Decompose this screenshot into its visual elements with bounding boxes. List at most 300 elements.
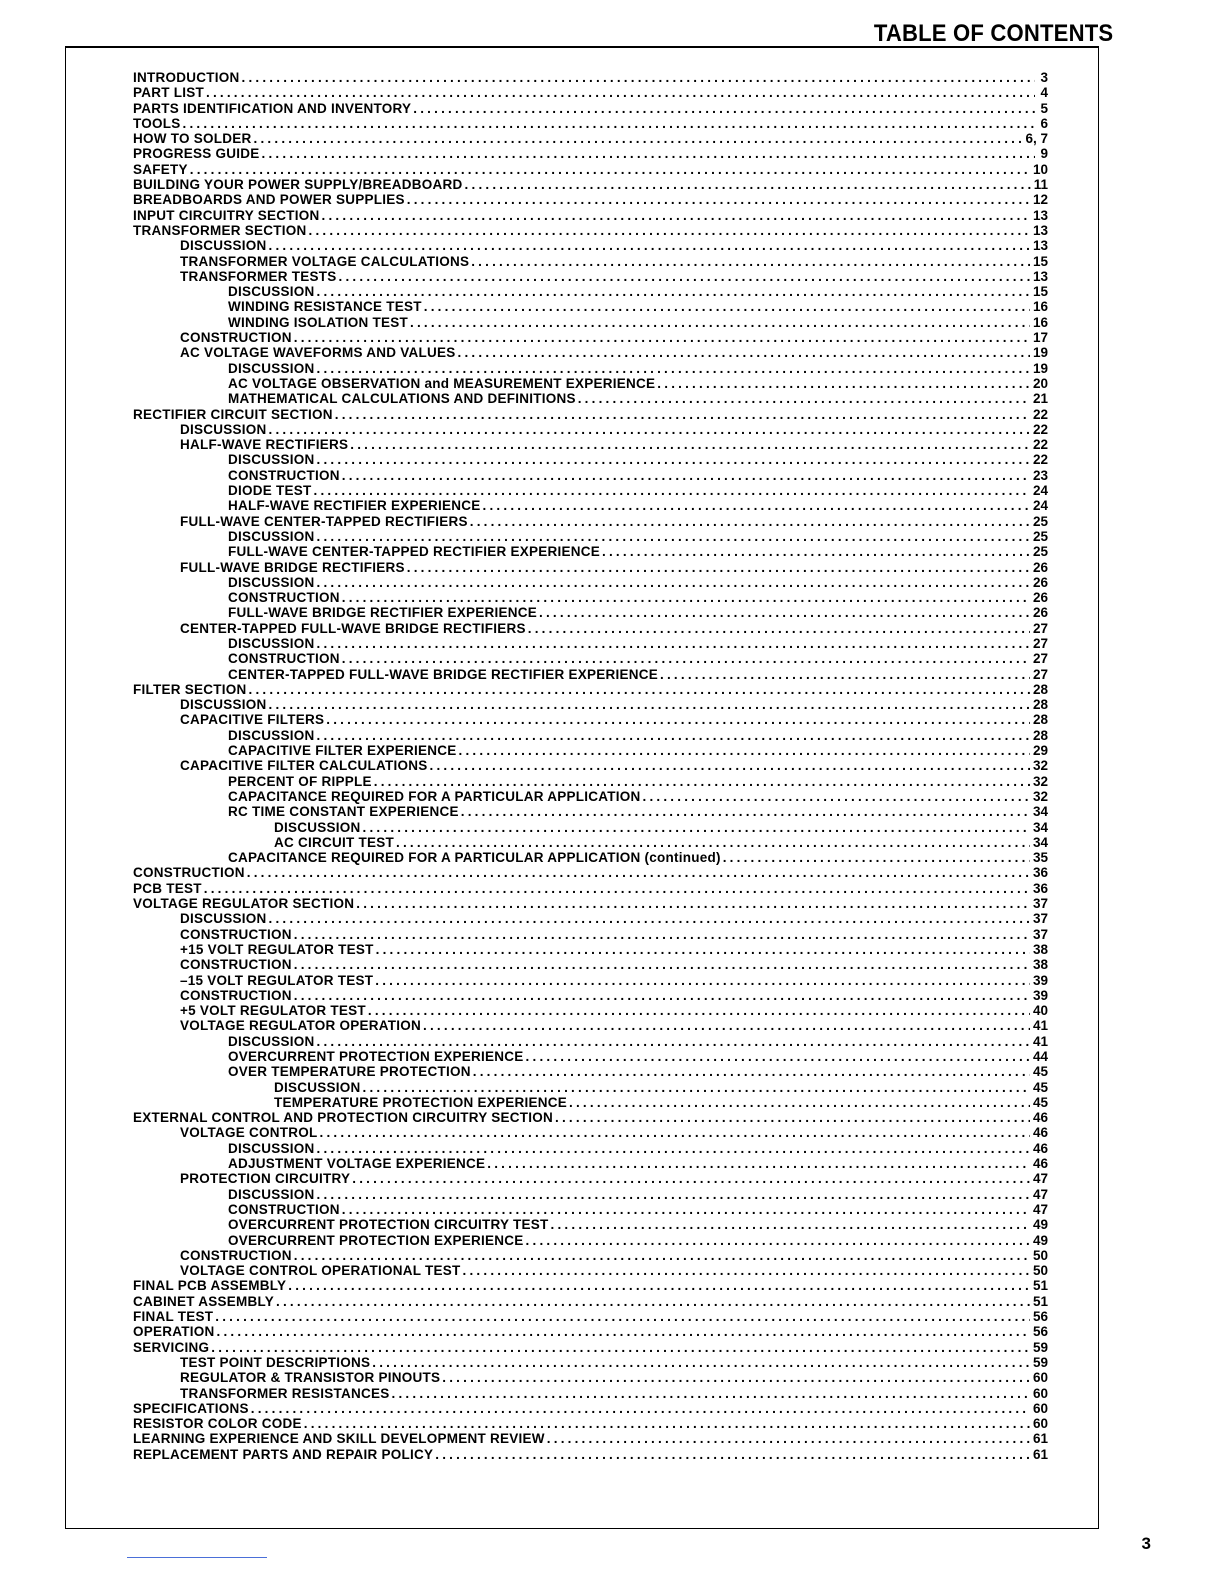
toc-entry-title: CONSTRUCTION — [228, 467, 340, 483]
toc-entry — [133, 452, 1048, 467]
toc-entry-page: 49 — [1032, 1232, 1048, 1248]
toc-entry-title: CENTER-TAPPED FULL-WAVE BRIDGE RECTIFIERS — [180, 620, 526, 636]
toc-entry-title: CONSTRUCTION — [228, 1201, 340, 1217]
toc-entry — [133, 927, 1048, 942]
toc-entry-title: PCB TEST — [133, 880, 202, 896]
toc-entry — [133, 544, 1048, 559]
toc-dot-leader — [368, 1003, 1030, 1018]
toc-entry-page: 34 — [1032, 804, 1048, 820]
toc-entry-page: 29 — [1032, 743, 1048, 759]
toc-dot-leader — [254, 131, 1023, 146]
toc-entry-title: CAPACITIVE FILTER CALCULATIONS — [180, 758, 428, 774]
toc-entry-page: 51 — [1032, 1293, 1048, 1309]
toc-entry-page: 32 — [1032, 758, 1048, 774]
toc-entry — [133, 131, 1048, 146]
toc-entry-title: PARTS IDENTIFICATION AND INVENTORY — [133, 100, 412, 116]
toc-entry-page: 11 — [1033, 177, 1048, 193]
toc-dot-leader — [473, 1064, 1030, 1079]
toc-entry — [133, 942, 1048, 957]
toc-entry — [133, 284, 1048, 299]
toc-dot-leader — [294, 1248, 1030, 1263]
toc-entry-page: 22 — [1032, 452, 1048, 468]
toc-entry-title: CONSTRUCTION — [180, 987, 292, 1003]
toc-entry-title: CONSTRUCTION — [180, 926, 292, 942]
toc-dot-leader — [335, 407, 1030, 422]
toc-dot-leader — [342, 590, 1030, 605]
toc-entry-page: 47 — [1032, 1201, 1048, 1217]
toc-entry-page: 28 — [1032, 712, 1048, 728]
toc-entry-page: 61 — [1032, 1446, 1048, 1462]
toc-entry-title: DISCUSSION — [228, 1033, 315, 1049]
toc-dot-leader — [483, 498, 1030, 513]
toc-entry — [133, 437, 1048, 452]
toc-entry-page: 9 — [1040, 146, 1048, 162]
toc-entry — [133, 345, 1048, 360]
toc-dot-leader — [430, 758, 1030, 773]
toc-entry — [133, 208, 1048, 223]
toc-dot-leader — [363, 1080, 1030, 1095]
toc-entry — [133, 1049, 1048, 1064]
toc-entry-title: RC TIME CONSTANT EXPERIENCE — [228, 804, 459, 820]
toc-entry — [133, 1125, 1048, 1140]
toc-entry-title: PERCENT OF RIPPLE — [228, 773, 372, 789]
toc-entry — [133, 1141, 1048, 1156]
toc-entry-title: WINDING ISOLATION TEST — [228, 314, 408, 330]
toc-dot-leader — [407, 560, 1030, 575]
toc-entry-page: 61 — [1032, 1431, 1048, 1447]
toc-dot-leader — [317, 1141, 1030, 1156]
toc-dot-leader — [314, 483, 1030, 498]
toc-dot-leader — [424, 299, 1030, 314]
toc-entry — [133, 177, 1048, 192]
toc-dot-leader — [376, 942, 1030, 957]
toc-dot-leader — [435, 1447, 1030, 1462]
toc-dot-leader — [539, 605, 1030, 620]
toc-entry-title: DIODE TEST — [228, 483, 312, 499]
toc-entry — [133, 529, 1048, 544]
toc-entry-page: 37 — [1032, 896, 1048, 912]
toc-dot-leader — [442, 1370, 1030, 1385]
toc-dot-leader — [251, 1401, 1030, 1416]
toc-dot-leader — [528, 621, 1030, 636]
toc-dot-leader — [317, 361, 1030, 376]
toc-entry — [133, 789, 1048, 804]
toc-entry-page: 27 — [1032, 666, 1048, 682]
toc-entry-page: 38 — [1032, 941, 1048, 957]
toc-entry — [133, 223, 1048, 238]
toc-entry — [133, 192, 1048, 207]
toc-entry — [133, 636, 1048, 651]
toc-entry-title: REPLACEMENT PARTS AND REPAIR POLICY — [133, 1446, 434, 1462]
toc-entry-title: DISCUSSION — [180, 238, 267, 254]
toc-entry — [133, 1248, 1048, 1263]
toc-entry — [133, 468, 1048, 483]
toc-entry — [133, 361, 1048, 376]
toc-entry-page: 21 — [1032, 391, 1048, 407]
toc-entry — [133, 820, 1048, 835]
toc-dot-leader — [269, 697, 1030, 712]
toc-dot-leader — [407, 192, 1030, 207]
toc-entry — [133, 101, 1048, 116]
toc-dot-leader — [660, 667, 1030, 682]
toc-entry — [133, 407, 1048, 422]
toc-entry-title: DISCUSSION — [228, 574, 315, 590]
toc-entry — [133, 575, 1048, 590]
toc-entry — [133, 865, 1048, 880]
toc-entry-page: 40 — [1032, 1003, 1048, 1019]
toc-entry-title: TRANSFORMER SECTION — [133, 222, 307, 238]
toc-dot-leader — [410, 315, 1030, 330]
toc-entry — [133, 973, 1048, 988]
toc-dot-leader — [304, 1416, 1030, 1431]
toc-entry-title: TOOLS — [133, 115, 181, 131]
toc-entry — [133, 896, 1048, 911]
toc-entry-page: 15 — [1032, 284, 1048, 300]
toc-entry-page: 51 — [1032, 1278, 1048, 1294]
toc-entry-title: DISCUSSION — [228, 635, 315, 651]
toc-entry — [133, 881, 1048, 896]
toc-entry-title: OPERATION — [133, 1324, 215, 1340]
toc-entry-page: 6 — [1040, 115, 1048, 131]
toc-entry-page: 19 — [1032, 360, 1048, 376]
toc-entry — [133, 758, 1048, 773]
toc-entry — [133, 911, 1048, 926]
toc-dot-leader — [190, 162, 1030, 177]
toc-entry-title: DISCUSSION — [180, 911, 267, 927]
toc-entry-page: 47 — [1032, 1171, 1048, 1187]
toc-entry — [133, 1401, 1048, 1416]
toc-entry — [133, 621, 1048, 636]
toc-dot-leader — [392, 1386, 1030, 1401]
toc-entry-title: OVER TEMPERATURE PROTECTION — [228, 1064, 471, 1080]
toc-entry-page: 16 — [1032, 299, 1048, 315]
toc-entry — [133, 238, 1048, 253]
page-number: 3 — [1141, 1534, 1151, 1553]
toc-entry-title: FULL-WAVE CENTER-TAPPED RECTIFIERS — [180, 513, 468, 529]
toc-entry-title: CONSTRUCTION — [228, 590, 340, 606]
toc-entry-page: 44 — [1032, 1049, 1048, 1064]
toc-entry-title: CAPACITANCE REQUIRED FOR A PARTICULAR APPLICATION (continued) — [228, 850, 721, 866]
toc-dot-leader — [363, 820, 1030, 835]
toc-entry-page: 3 — [1040, 70, 1048, 85]
toc-entry — [133, 162, 1048, 177]
toc-entry — [133, 804, 1048, 819]
toc-entry-title: PART LIST — [133, 85, 204, 101]
toc-entry — [133, 330, 1048, 345]
toc-entry — [133, 590, 1048, 605]
toc-entry-page: 15 — [1032, 253, 1048, 269]
toc-dot-leader — [461, 804, 1030, 819]
toc-dot-leader — [317, 1187, 1030, 1202]
toc-entry-page: 13 — [1032, 238, 1048, 254]
toc-dot-leader — [471, 254, 1030, 269]
toc-entry-page: 17 — [1032, 330, 1048, 346]
toc-entry-page: 37 — [1032, 926, 1048, 942]
toc-entry-title: TEMPERATURE PROTECTION EXPERIENCE — [274, 1094, 568, 1110]
toc-entry-title: DISCUSSION — [228, 360, 315, 376]
toc-entry — [133, 1263, 1048, 1278]
toc-entry-title: CONSTRUCTION — [228, 651, 340, 667]
toc-entry-page: 13 — [1032, 222, 1048, 238]
toc-entry-page: 60 — [1032, 1400, 1048, 1416]
toc-entry — [133, 1018, 1048, 1033]
toc-entry-title: HALF-WAVE RECTIFIERS — [180, 437, 349, 453]
toc-entry-title: OVERCURRENT PROTECTION EXPERIENCE — [228, 1232, 524, 1248]
toc-entry — [133, 774, 1048, 789]
toc-entry-title: DISCUSSION — [228, 528, 315, 544]
toc-entry — [133, 1416, 1048, 1431]
toc-dot-leader — [352, 1171, 1030, 1186]
toc-entry — [133, 1370, 1048, 1385]
toc-entry-title: DISCUSSION — [228, 1140, 315, 1156]
toc-entry — [133, 1034, 1048, 1049]
toc-entry — [133, 1294, 1048, 1309]
toc-dot-leader — [526, 1049, 1030, 1064]
toc-entry-page: 13 — [1032, 268, 1048, 284]
toc-entry — [133, 560, 1048, 575]
toc-entry — [133, 1355, 1048, 1370]
toc-entry-title: BREADBOARDS AND POWER SUPPLIES — [133, 192, 405, 208]
toc-entry-title: DISCUSSION — [274, 1079, 361, 1095]
toc-dot-leader — [342, 651, 1030, 666]
toc-entry-title: MATHEMATICAL CALCULATIONS AND DEFINITIONS — [228, 391, 576, 407]
toc-entry — [133, 1278, 1048, 1293]
toc-entry — [133, 376, 1048, 391]
toc-entry-title: BUILDING YOUR POWER SUPPLY/BREADBOARD — [133, 177, 463, 193]
toc-entry-title: RECTIFIER CIRCUIT SECTION — [133, 406, 333, 422]
toc-dot-leader — [465, 177, 1031, 192]
toc-entry-title: DISCUSSION — [180, 421, 267, 437]
toc-entry — [133, 1080, 1048, 1095]
toc-entry — [133, 1187, 1048, 1202]
toc-entry-page: 32 — [1032, 788, 1048, 804]
toc-entry-page: 22 — [1032, 437, 1048, 453]
toc-entry-title: DISCUSSION — [228, 452, 315, 468]
toc-dot-leader — [487, 1156, 1030, 1171]
toc-entry-page: 5 — [1040, 100, 1048, 116]
toc-entry-page: 46 — [1032, 1156, 1048, 1172]
toc-dot-leader — [375, 973, 1030, 988]
toc-dot-leader — [317, 636, 1030, 651]
toc-entry-page: 46 — [1032, 1140, 1048, 1156]
toc-dot-leader — [643, 789, 1030, 804]
toc-dot-leader — [249, 682, 1030, 697]
toc-entry-page: 41 — [1032, 1033, 1048, 1049]
toc-entry — [133, 651, 1048, 666]
toc-entry-page: 45 — [1032, 1079, 1048, 1095]
toc-entry-title: DISCUSSION — [228, 727, 315, 743]
toc-dot-leader — [206, 85, 1035, 100]
toc-dot-leader — [578, 391, 1030, 406]
toc-entry — [133, 712, 1048, 727]
toc-entry — [133, 315, 1048, 330]
toc-dot-leader — [247, 865, 1030, 880]
toc-entry — [133, 743, 1048, 758]
toc-entry-title: HOW TO SOLDER — [133, 131, 252, 147]
toc-dot-leader — [276, 1294, 1030, 1309]
toc-entry — [133, 1110, 1048, 1125]
toc-entry-page: 23 — [1032, 467, 1048, 483]
toc-entry-title: CONSTRUCTION — [180, 957, 292, 973]
toc-dot-leader — [470, 514, 1030, 529]
toc-entry — [133, 116, 1048, 131]
toc-entry-title: CONSTRUCTION — [180, 1247, 292, 1263]
toc-dot-leader — [211, 1340, 1030, 1355]
toc-entry-page: 4 — [1040, 85, 1048, 101]
toc-dot-leader — [317, 529, 1030, 544]
toc-entry-title: PROGRESS GUIDE — [133, 146, 260, 162]
toc-entry — [133, 1447, 1048, 1462]
toc-entry — [133, 1003, 1048, 1018]
toc-entry-page: 46 — [1032, 1110, 1048, 1126]
toc-entry-page: 38 — [1032, 957, 1048, 973]
toc-dot-leader — [215, 1309, 1030, 1324]
toc-dot-leader — [374, 774, 1030, 789]
toc-entry-title: CENTER-TAPPED FULL-WAVE BRIDGE RECTIFIER EXPERIENCE — [228, 666, 659, 682]
toc-dot-leader — [269, 911, 1030, 926]
toc-entry — [133, 254, 1048, 269]
toc-entry-title: AC VOLTAGE OBSERVATION and MEASUREMENT EXPERIENCE — [228, 375, 656, 391]
toc-entry — [133, 1064, 1048, 1079]
toc-entry-page: 20 — [1032, 375, 1048, 391]
toc-entry — [133, 498, 1048, 513]
toc-entry-page: 46 — [1032, 1125, 1048, 1141]
toc-entry — [133, 957, 1048, 972]
toc-entry-page: 35 — [1032, 850, 1048, 866]
toc-entry-page: 25 — [1032, 544, 1048, 560]
toc-entry-page: 26 — [1032, 605, 1048, 621]
toc-dot-leader — [317, 452, 1030, 467]
toc-entry — [133, 1431, 1048, 1446]
toc-entry — [133, 483, 1048, 498]
toc-entry — [133, 1340, 1048, 1355]
toc-entry-page: 24 — [1032, 498, 1048, 514]
toc-entry-title: –15 VOLT REGULATOR TEST — [180, 972, 374, 988]
toc-entry-page: 56 — [1032, 1309, 1048, 1325]
toc-entry — [133, 1324, 1048, 1339]
toc-entry-title: INTRODUCTION — [133, 70, 240, 85]
toc-entry — [133, 1156, 1048, 1171]
toc-entry — [133, 422, 1048, 437]
toc-entry-page: 12 — [1032, 192, 1048, 208]
toc-entry-page: 50 — [1032, 1247, 1048, 1263]
toc-dot-leader — [372, 1355, 1030, 1370]
toc-dot-leader — [317, 728, 1030, 743]
toc-entry-page: 26 — [1032, 590, 1048, 606]
toc-dot-leader — [262, 146, 1035, 161]
toc-dot-leader — [317, 575, 1030, 590]
toc-entry-page: 59 — [1032, 1354, 1048, 1370]
toc-entry — [133, 1171, 1048, 1186]
toc-entry-page: 36 — [1032, 865, 1048, 881]
toc-dot-leader — [242, 70, 1036, 85]
toc-entry-title: CABINET ASSEMBLY — [133, 1293, 275, 1309]
toc-entry-title: VOLTAGE CONTROL — [180, 1125, 318, 1141]
toc-entry — [133, 605, 1048, 620]
toc-entry-page: 26 — [1032, 574, 1048, 590]
toc-dot-leader — [269, 422, 1030, 437]
toc-entry — [133, 70, 1048, 85]
toc-dot-leader — [342, 1202, 1030, 1217]
toc-entry-title: TRANSFORMER TESTS — [180, 268, 337, 284]
table-of-contents — [133, 70, 1048, 1462]
toc-entry-page: 34 — [1032, 834, 1048, 850]
toc-entry-title: DISCUSSION — [274, 819, 361, 835]
toc-entry-title: REGULATOR & TRANSISTOR PINOUTS — [180, 1370, 441, 1386]
toc-entry-title: PROTECTION CIRCUITRY — [180, 1171, 351, 1187]
toc-dot-leader — [396, 835, 1030, 850]
toc-entry-page: 45 — [1032, 1064, 1048, 1080]
toc-entry-title: CONSTRUCTION — [133, 865, 245, 881]
toc-entry-title: FULL-WAVE BRIDGE RECTIFIER EXPERIENCE — [228, 605, 538, 621]
toc-dot-leader — [269, 238, 1030, 253]
toc-entry-page: 24 — [1032, 483, 1048, 499]
toc-dot-leader — [317, 284, 1030, 299]
toc-entry-page: 37 — [1032, 911, 1048, 927]
toc-entry — [133, 988, 1048, 1003]
toc-entry-page: 32 — [1032, 773, 1048, 789]
toc-entry-title: TRANSFORMER RESISTANCES — [180, 1385, 390, 1401]
toc-entry-title: VOLTAGE REGULATOR OPERATION — [180, 1018, 422, 1034]
toc-entry-title: INPUT CIRCUITRY SECTION — [133, 207, 320, 223]
toc-dot-leader — [309, 223, 1030, 238]
toc-entry-page: 26 — [1032, 559, 1048, 575]
toc-entry-title: OVERCURRENT PROTECTION EXPERIENCE — [228, 1049, 524, 1064]
toc-entry-page: 25 — [1032, 513, 1048, 529]
toc-entry-page: 39 — [1032, 972, 1048, 988]
toc-entry-page: 28 — [1032, 697, 1048, 713]
toc-entry-page: 22 — [1032, 421, 1048, 437]
toc-dot-leader — [294, 988, 1030, 1003]
toc-entry-page: 34 — [1032, 819, 1048, 835]
toc-entry-title: ADJUSTMENT VOLTAGE EXPERIENCE — [228, 1156, 486, 1172]
toc-entry-title: LEARNING EXPERIENCE AND SKILL DEVELOPMENT REVIEW — [133, 1431, 545, 1447]
toc-entry-page: 28 — [1032, 681, 1048, 697]
toc-dot-leader — [204, 881, 1030, 896]
toc-entry-page: 16 — [1032, 314, 1048, 330]
toc-entry-page: 50 — [1032, 1263, 1048, 1279]
toc-entry-page: 39 — [1032, 987, 1048, 1003]
toc-entry-page: 27 — [1032, 620, 1048, 636]
toc-dot-leader — [294, 330, 1030, 345]
toc-entry-page: 22 — [1032, 406, 1048, 422]
toc-entry-title: +5 VOLT REGULATOR TEST — [180, 1003, 366, 1019]
toc-entry-title: VOLTAGE REGULATOR SECTION — [133, 896, 355, 912]
toc-entry-page: 60 — [1032, 1370, 1048, 1386]
toc-entry — [133, 1202, 1048, 1217]
toc-dot-leader — [723, 850, 1030, 865]
toc-entry-title: EXTERNAL CONTROL AND PROTECTION CIRCUITRY SECTION — [133, 1110, 554, 1126]
toc-entry-title: CAPACITANCE REQUIRED FOR A PARTICULAR APPLICATION — [228, 788, 641, 804]
toc-entry-title: FULL-WAVE CENTER-TAPPED RECTIFIER EXPERIENCE — [228, 544, 601, 560]
toc-entry-page: 25 — [1032, 528, 1048, 544]
toc-entry-page: 47 — [1032, 1186, 1048, 1202]
toc-entry-title: FINAL PCB ASSEMBLY — [133, 1278, 287, 1294]
toc-dot-leader — [602, 544, 1030, 559]
toc-entry — [133, 391, 1048, 406]
toc-dot-leader — [320, 1125, 1030, 1140]
toc-dot-leader — [342, 468, 1030, 483]
toc-entry-title: DISCUSSION — [228, 1186, 315, 1202]
toc-entry — [133, 667, 1048, 682]
toc-entry — [133, 269, 1048, 284]
toc-entry-page: 60 — [1032, 1385, 1048, 1401]
toc-dot-leader — [555, 1110, 1030, 1125]
toc-entry-title: AC CIRCUIT TEST — [274, 834, 394, 850]
toc-dot-leader — [317, 1034, 1030, 1049]
toc-entry-page: 45 — [1032, 1094, 1048, 1110]
toc-entry-title: FILTER SECTION — [133, 681, 247, 697]
